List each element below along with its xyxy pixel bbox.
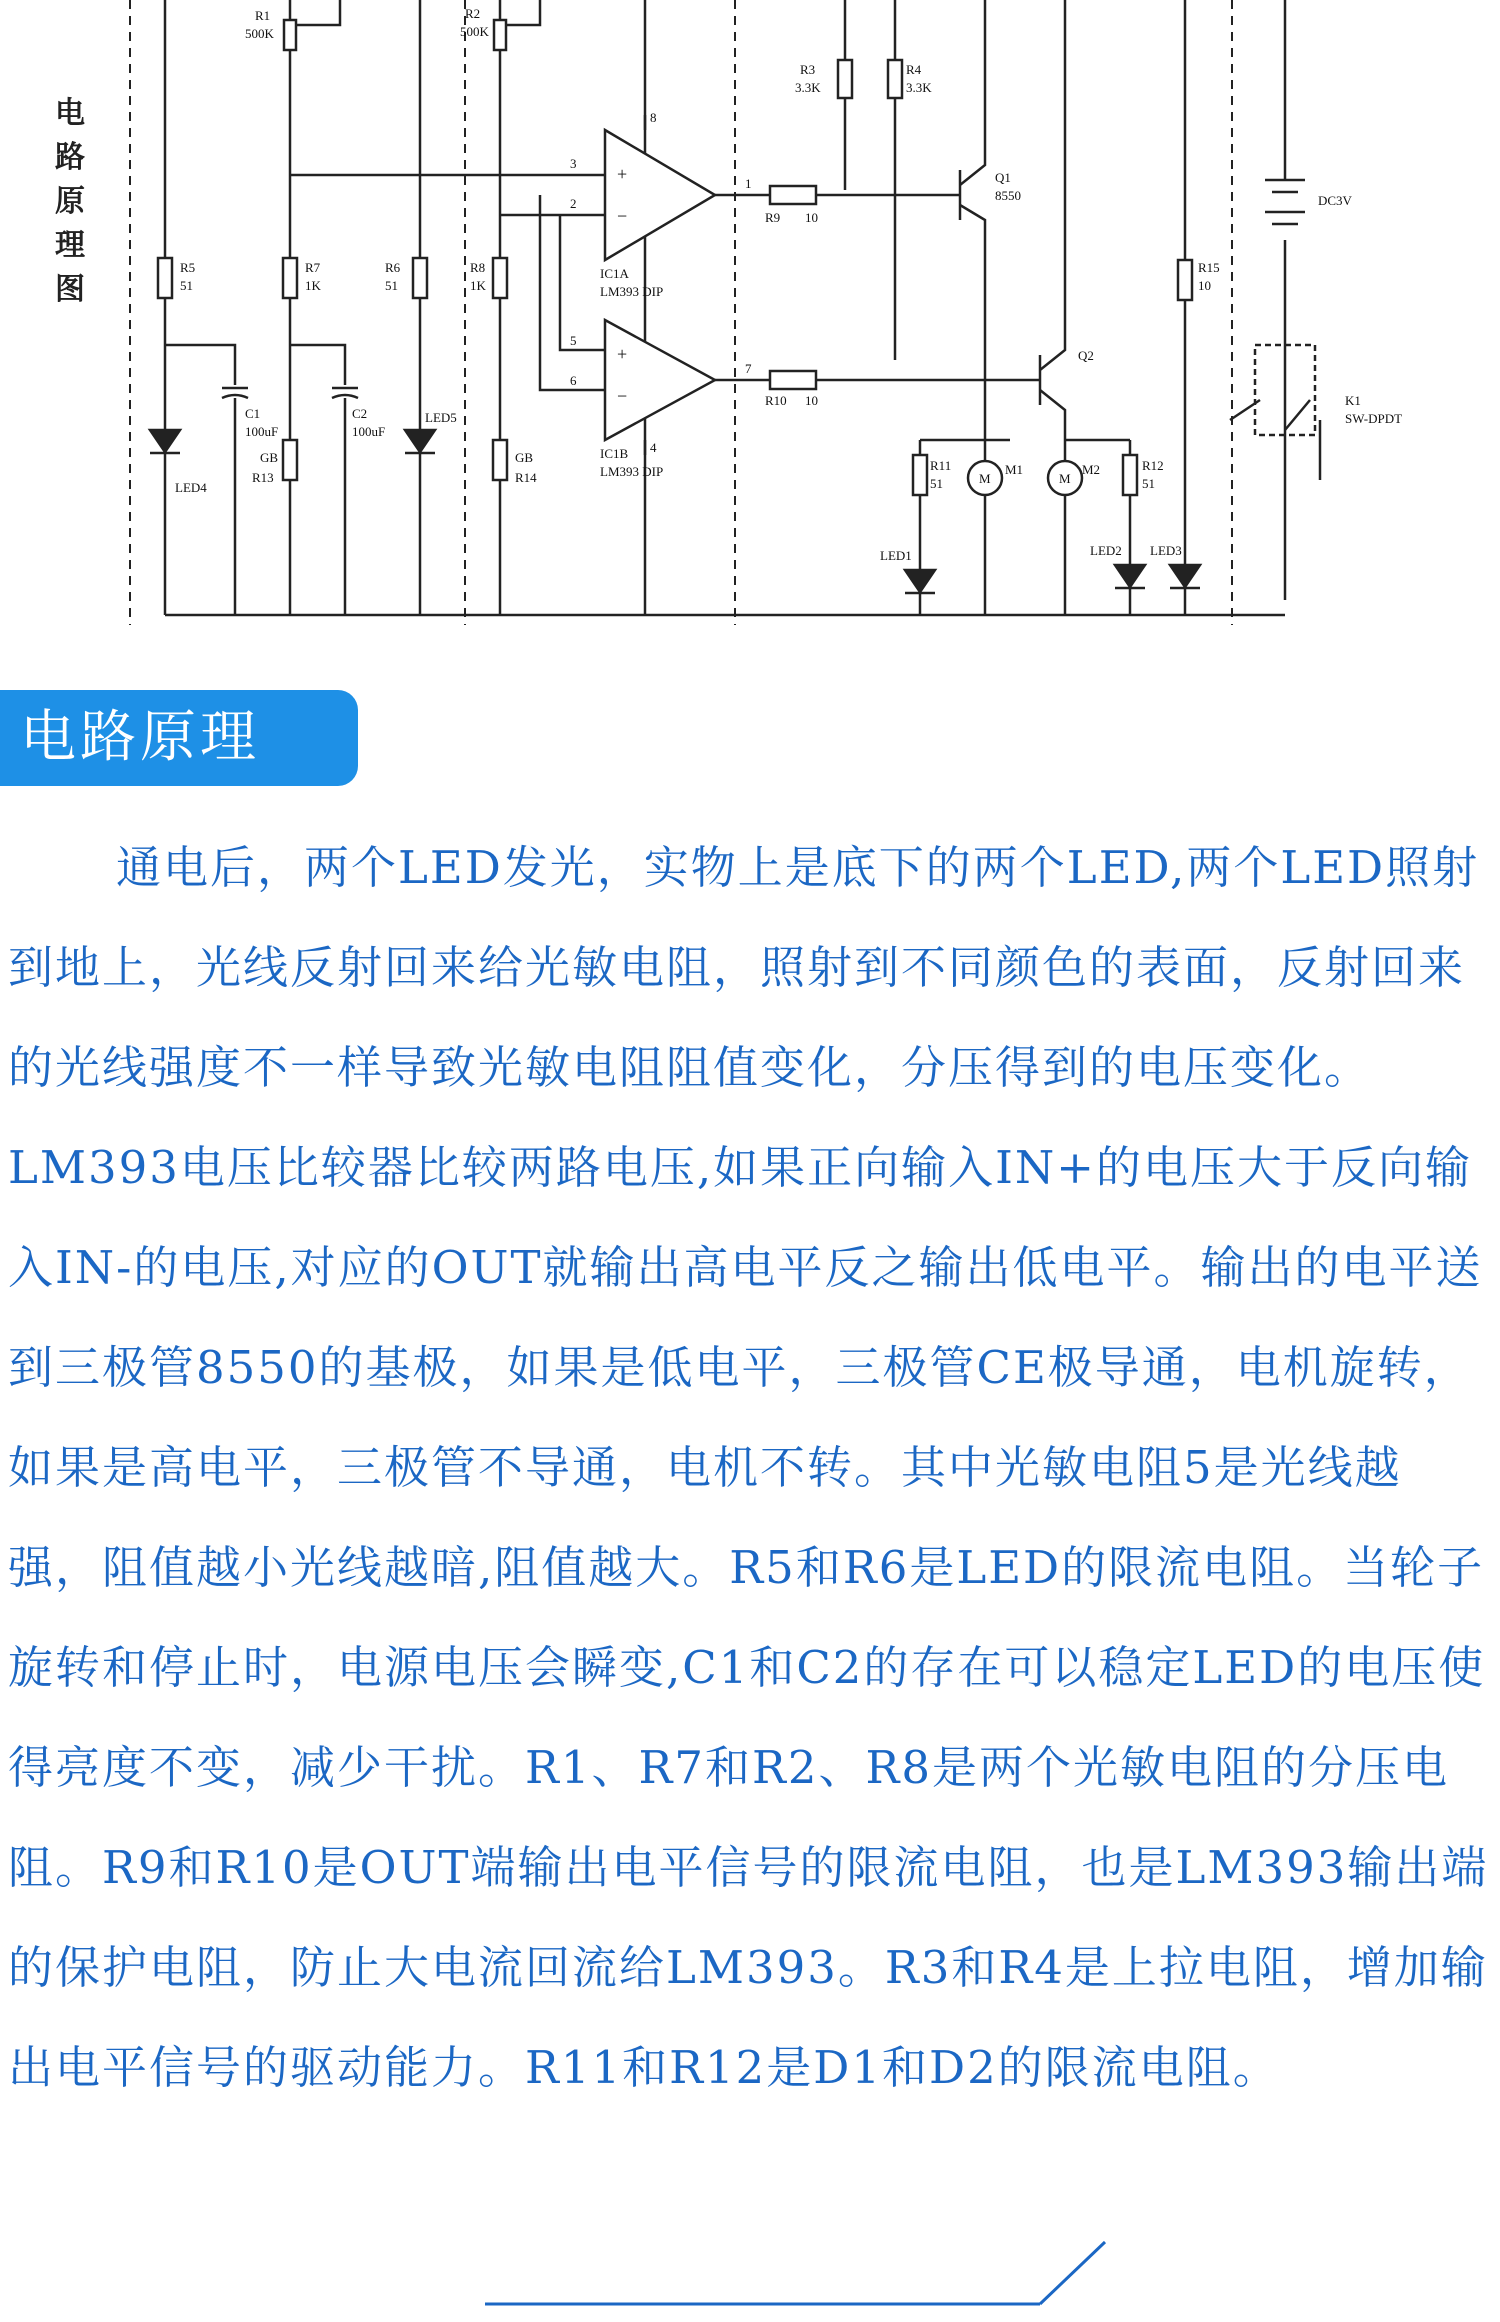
led3-label: LED3	[1150, 543, 1182, 558]
decorative-divider	[0, 2222, 1500, 2322]
ic1a-minus: −	[617, 206, 628, 226]
schematic-side-label: 电路原理图	[55, 96, 85, 307]
r4-label: R4	[906, 62, 922, 77]
m2-label: M2	[1082, 462, 1101, 477]
r7-value: 1K	[305, 278, 321, 293]
r15-label: R15	[1198, 260, 1220, 275]
c2-label: C2	[352, 406, 368, 421]
pin1-label: 1	[745, 176, 752, 191]
r15-value: 10	[1198, 278, 1211, 293]
section-body-text: 通电后，两个LED发光，实物上是底下的两个LED,两个LED照射到地上，光线反射回来给光敏电阻，照射到不同颜色的表面，反射回来的光线强度不一样导致光敏电阻阻值变化，分压得到的电压变化。LM393电压比较器比较两路电压,如果正向输入IN+的电压大于反向输入IN-的电压,对应的OUT就输出高电平反之输出低电平。输出的电平送到三极管8550的基极，如果是低电平，三极管CE极导通，电机旋转，如果是高电平，三极管不导通，电机不转。其中光敏电阻5是光线越强，阻值越小光线越暗,阻值越大。R5和R6是LED的限流电阻。当轮子旋转和停止时，电源电压会瞬变,C1和C2的存在可以稳定LED的电压使得亮度不变，减少干扰。R1、R7和R2、R8是两个光敏电阻的分压电阻。R9和R10是OUT端输出电平信号的限流电阻，也是LM393输出端的保护电阻，防止大电流回流给LM393。R3和R4是上拉电阻，增加输出电平信号的驱动能力。R11和R12是D1和D2的限流电阻。	[8, 841, 1489, 2094]
q1-label: Q1	[995, 170, 1011, 185]
led5-label: LED5	[425, 410, 457, 425]
r14-label: R14	[515, 470, 537, 485]
c2-value: 100uF	[352, 424, 386, 439]
r8-value: 1K	[470, 278, 486, 293]
pin7-label: 7	[745, 361, 752, 376]
ic1b-plus: +	[617, 344, 628, 364]
r2-value: 500K	[460, 24, 489, 39]
q2-label: Q2	[1078, 348, 1094, 363]
m1-label: M1	[1005, 462, 1024, 477]
gb-a-label: GB	[260, 450, 279, 465]
r11-label: R11	[930, 458, 952, 473]
r8-label: R8	[470, 260, 486, 275]
c1-value: 100uF	[245, 424, 279, 439]
ic1b-minus: −	[617, 386, 628, 406]
r3-label: R3	[800, 62, 816, 77]
pin6-label: 6	[570, 373, 577, 388]
r6-label: R6	[385, 260, 401, 275]
r10-label: R10	[765, 393, 787, 408]
ic1a-plus: +	[617, 164, 628, 184]
ic1b-part: LM393 DIP	[600, 464, 664, 479]
r12-label: R12	[1142, 458, 1164, 473]
circuit-schematic	[0, 0, 1500, 640]
led2-label: LED2	[1090, 543, 1122, 558]
r5-value: 51	[180, 278, 193, 293]
r10-value: 10	[805, 393, 818, 408]
pin4-label: 4	[650, 440, 657, 455]
r3-value: 3.3K	[795, 80, 821, 95]
r1-value: 500K	[245, 26, 274, 41]
k1-label: K1	[1345, 393, 1361, 408]
led4-label: LED4	[175, 480, 207, 495]
ic1a-label: IC1A	[600, 266, 629, 281]
ic1b-label: IC1B	[600, 446, 629, 461]
gb-b-label: GB	[515, 450, 534, 465]
r12-value: 51	[1142, 476, 1155, 491]
battery-label: DC3V	[1318, 193, 1352, 208]
pin2-label: 2	[570, 196, 577, 211]
r9-value: 10	[805, 210, 818, 225]
c1-label: C1	[245, 406, 261, 421]
pin3-label: 3	[570, 156, 577, 171]
pin5-label: 5	[570, 333, 577, 348]
r6-value: 51	[385, 278, 398, 293]
pin8-label: 8	[650, 110, 657, 125]
r11-value: 51	[930, 476, 943, 491]
r5-label: R5	[180, 260, 196, 275]
ic1a-part: LM393 DIP	[600, 284, 664, 299]
m2-symbol: M	[1059, 471, 1071, 486]
r4-value: 3.3K	[906, 80, 932, 95]
section-heading: 电路原理	[0, 690, 358, 786]
r9-label: R9	[765, 210, 781, 225]
r13-label: R13	[252, 470, 274, 485]
led1-label: LED1	[880, 548, 912, 563]
m1-symbol: M	[979, 471, 991, 486]
r2-label: R2	[465, 6, 481, 21]
r7-label: R7	[305, 260, 321, 275]
q1-part: 8550	[995, 188, 1021, 203]
k1-part: SW-DPDT	[1345, 411, 1403, 426]
r1-label: R1	[255, 8, 271, 23]
